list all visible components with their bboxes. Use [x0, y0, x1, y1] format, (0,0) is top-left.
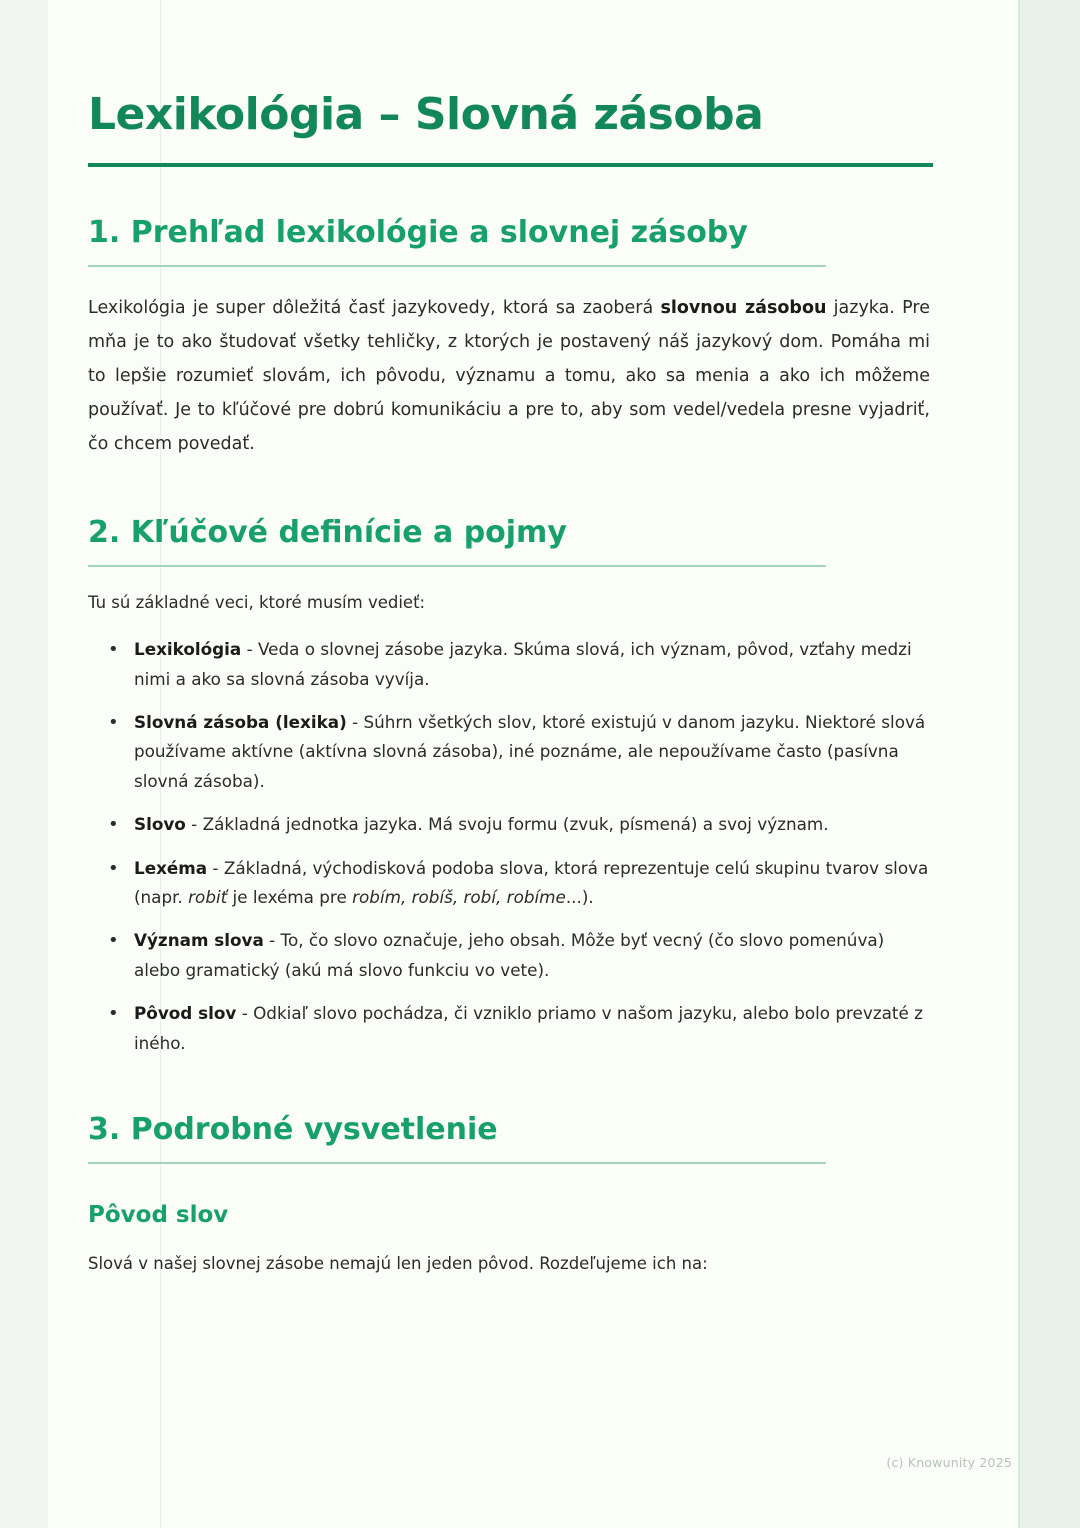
page-left-edge	[0, 0, 48, 1528]
section-heading-3: 3. Podrobné vysvetlenie	[88, 1111, 498, 1147]
section-divider-2	[88, 565, 826, 567]
section-1-paragraph: Lexikológia je super dôležitá časť jazykovedy, ktorá sa zaoberá slovnou zásobou jazyka. Pre mňa je to ako študovať všetky tehličky, z ktorých je postavený náš jazykový dom. Pomáha mi to lepšie rozumieť slovám, ich pôvodu, významu a tomu, ako sa menia a ako ich môžeme používať. Je to kľúčové pre dobrú komunikáciu a pre to, aby som vedel/vedela presne vyjadriť, čo chcem povedať.	[88, 297, 930, 455]
section-divider-3	[88, 1162, 826, 1164]
title-divider	[88, 163, 933, 167]
section-heading-1: 1. Prehľad lexikológie a slovnej zásoby	[88, 214, 748, 250]
key-terms-list	[88, 635, 930, 1058]
section-divider-1	[88, 265, 826, 267]
section-heading-2: 2. Kľúčové definície a pojmy	[88, 515, 567, 551]
footer-credit: (c) Knowunity 2025	[886, 1455, 1012, 1470]
list-item: • Slovo - Základná jednotka jazyka. Má svoju formu (zvuk, písmená) a svoj význam.	[122, 810, 930, 839]
page-right-rule	[1018, 0, 1020, 1528]
list-item: • Lexéma - Základná, východisková podoba slova, ktorá reprezentuje celú skupinu tvarov slova (napr. robiť je lexéma pre robím, robíš, robí, robíme...).	[122, 854, 930, 913]
page-right-edge	[1020, 0, 1080, 1528]
page-title: Lexikológia – Slovná zásoba	[88, 89, 764, 140]
document-content	[88, 60, 930, 1278]
section-3-paragraph: Slová v našej slovnej zásobe nemajú len jeden pôvod. Rozdeľujeme ich na:	[88, 1253, 708, 1273]
list-item: • Slovná zásoba (lexika) - Súhrn všetkých slov, ktoré existujú v danom jazyku. Niektoré slová používame aktívne (aktívna slovná zásoba), iné poznáme, ale nepoužívame často (pasívna slovná zásoba).	[122, 708, 930, 796]
list-item: • Pôvod slov - Odkiaľ slovo pochádza, či vzniklo priamo v našom jazyku, alebo bolo prevzaté z iného.	[122, 999, 930, 1058]
subsection-heading-word-origin: Pôvod slov	[88, 1201, 229, 1228]
list-item: • Význam slova - To, čo slovo označuje, jeho obsah. Môže byť vecný (čo slovo pomenúva) alebo gramatický (akú má slovo funkciu vo vete).	[122, 926, 930, 985]
section-2-intro: Tu sú základné veci, ktoré musím vedieť:	[88, 593, 426, 613]
list-item: • Lexikológia - Veda o slovnej zásobe jazyka. Skúma slová, ich význam, pôvod, vzťahy medzi nimi a ako sa slovná zásoba vyvíja.	[122, 635, 930, 694]
